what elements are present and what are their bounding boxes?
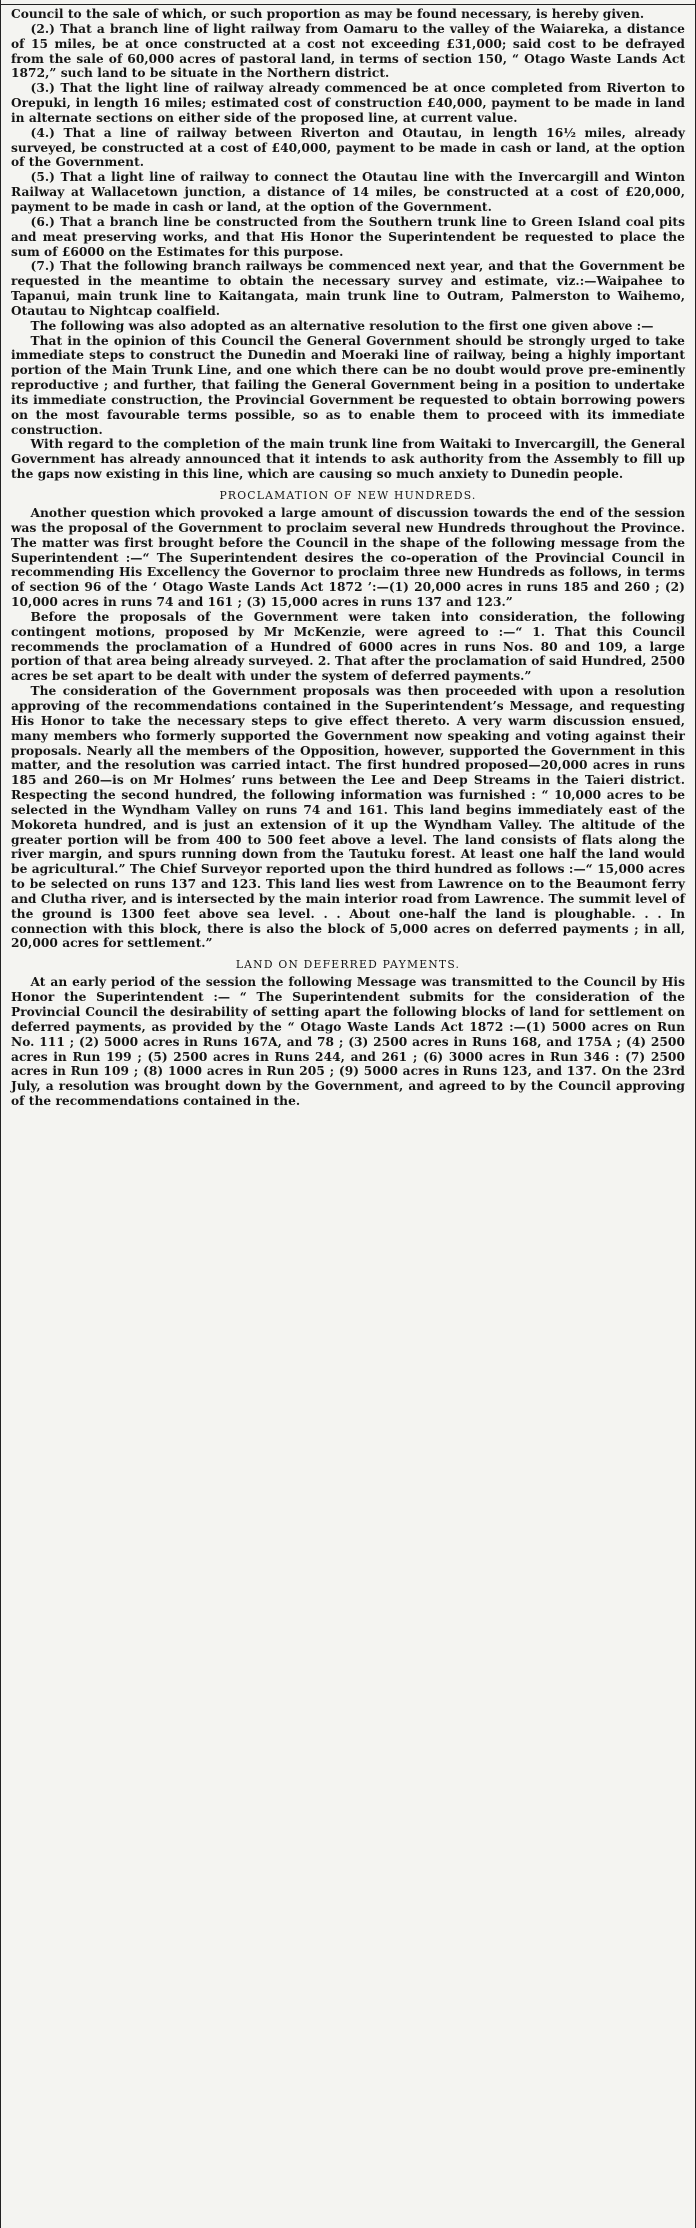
- section-heading-deferred: LAND ON DEFERRED PAYMENTS.: [235, 958, 461, 972]
- hundreds-paragraph-1: Another question which provoked a large amount of discussion towards the end of the session was the proposal of the Government to proclaim several new Hundreds throughout the Province. The matter was first brought before the Council in the shape of the following message from the Superintendent :—“ The Superintendent desires the co-operation of the Provincial Council in recommending His Excellency the Governor to proclaim three new Hundreds as follows, in terms of section 96 of the ‘ Otago Waste Lands Act 1872 ’:—(1) 20,000 acres in runs 185 and 260 ; (2) 10,000 acres in runs 74 and 161 ; (3) 15,000 acres in runs 137 and 123.”: [11, 506, 685, 610]
- section-heading-hundreds: PROCLAMATION OF NEW HUNDREDS.: [219, 489, 477, 502]
- hundreds-section: [11, 506, 685, 951]
- resolution-2: (2.) That a branch line of light railway from Oamaru to the valley of the Waiareka, a distance of 15 miles, be at once constructed at a cost not exceeding £31,000; said cost to be defrayed from the sale of 60,000 acres of pastoral land, in terms of section 150, “ Otago Waste Lands Act 1872,” such land to be situate in the Northern district.: [11, 21, 685, 81]
- deferred-paragraph-1: At an early period of the session the following Message was transmitted to the Council by His Honor the Superintendent :— “ The Superintendent submits for the consideration of the Provincial Council the desirability of setting apart the following blocks of land for settlement on deferred payments, as provided by the “ Otago Waste Lands Act 1872 :—(1) 5000 acres on Run No. 111 ; (2) 5000 acres in Runs 167A, and 78 ; (3) 2500 acres in Runs 168, and 175A ; (4) 2500 acres in Run 199 ; (5) 2500 acres in Runs 244, and 261 ; (6) 3000 acres in Run 346 : (7) 2500 acres in Run 109 ; (8) 1000 acres in Run 205 ; (9) 5000 acres in Runs 123, and 137. On the 23rd July, a resolution was brought down by the Government, and agreed to by the Council approving of the recommendations contained in the.: [11, 975, 685, 1109]
- opening-line: Council to the sale of which, or such proportion as may be found necessary, is hereby given.: [11, 7, 645, 21]
- resolution-5: (5.) That a light line of railway to connect the Otautau line with the Invercargill and Winton Railway at Wallacetown junction, a distance of 14 miles, be constructed at a cost of £20,000, payment to be made in cash or land, at the option of the Government.: [11, 170, 685, 214]
- deferred-section: [11, 975, 685, 1109]
- resolution-4: (4.) That a line of railway between Riverton and Otautau, in length 16½ miles, already surveyed, be constructed at a cost of £40,000, payment to be made in cash or land, at the option of the Government.: [11, 125, 685, 170]
- main-trunk-paragraph: With regard to the completion of the main trunk line from Waitaki to Invercargill, the General Government has already announced that it intends to ask authority from the Assembly to fill up the gaps now existing in this line, which are causing so much anxiety to Dunedin people.: [11, 437, 685, 482]
- alternative-intro: The following was also adopted as an alternative resolution to the first one given above :—: [30, 318, 654, 333]
- hundreds-paragraph-2: Before the proposals of the Government were taken into consideration, the following contingent motions, proposed by Mr McKenzie, were agreed to :—“ 1. That this Council recommends the proclamation of a Hundred of 6000 acres in runs Nos. 80 and 109, a large portion of that area being already surveyed. 2. That after the proclamation of said Hundred, 2500 acres be set apart to be dealt with under the system of deferred payments.”: [11, 609, 685, 684]
- alternative-resolution: That in the opinion of this Council the General Government should be strongly urged to take immediate steps to construct the Dunedin and Moeraki line of railway, being a highly important portion of the Main Trunk Line, and one which there can be no doubt would prove pre-eminently reproductive ; and further, that failing the General Government being in a position to undertake its immediate construction, the Provincial Government be requested to obtain borrowing powers on the most favourable terms possible, so as to enable them to proceed with its immediate construction.: [11, 333, 685, 437]
- resolution-7: (7.) That the following branch railways be commenced next year, and that the Government be requested in the meantime to obtain the necessary survey and estimate, viz.:—Waipahee to Tapanui, main trunk line to Kaitangata, main trunk line to Outram, Palmerston to Waihemo, Otautau to Nightcap coalfield.: [11, 259, 685, 318]
- railway-resolutions-block: [11, 7, 685, 482]
- resolution-6: (6.) That a branch line be constructed from the Southern trunk line to Green Island coal pits and meat preserving works, and that His Honor the Superintendent be requested to place the sum of £6000 on the Estimates for this purpose.: [11, 214, 685, 259]
- hundreds-paragraph-3: The consideration of the Government proposals was then proceeded with upon a resolution approving of the recommendations contained in the Superintendent’s Message, and requesting His Honor to take the necessary steps to give effect thereto. A very warm discussion ensued, many members who formerly supported the Government now speaking and voting against their proposals. Nearly all the members of the Opposition, however, supported the Government in this matter, and the resolution was carried intact. The first hundred proposed—20,000 acres in runs 185 and 260—is on Mr Holmes’ runs between the Lee and Deep Streams in the Taieri district. Respecting the second hundred, the following information was furnished : “ 10,000 acres to be selected in the Wyndham Valley on runs 74 and 161. This land begins immediately east of the Mokoreta hundred, and is just an extension of it up the Wyndham Valley. The altitude of the greater portion will be from 400 to 500 feet above a level. The land consists of flats along the river margin, and spurs running down from the Tautuku forest. At least one half the land would be agricultural.” The Chief Surveyor reported upon the third hundred as follows :—“ 15,000 acres to be selected on runs 137 and 123. This land lies west from Lawrence on to the Beaumont ferry and Clutha river, and is intersected by the main interior road from Lawrence. The summit level of the ground is 1300 feet above sea level. . . About one-half the land is ploughable. . . In connection with this block, there is also the block of 5,000 acres on deferred payments ; in all, 20,000 acres for settlement.”: [11, 684, 685, 951]
- top-rule: [1, 4, 695, 5]
- resolution-3: (3.) That the light line of railway already commenced be at once completed from Riverton to Orepuki, in length 16 miles; estimated cost of construction £40,000, payment to be made in land in alternate sections on either side of the proposed line, at current value.: [11, 81, 685, 125]
